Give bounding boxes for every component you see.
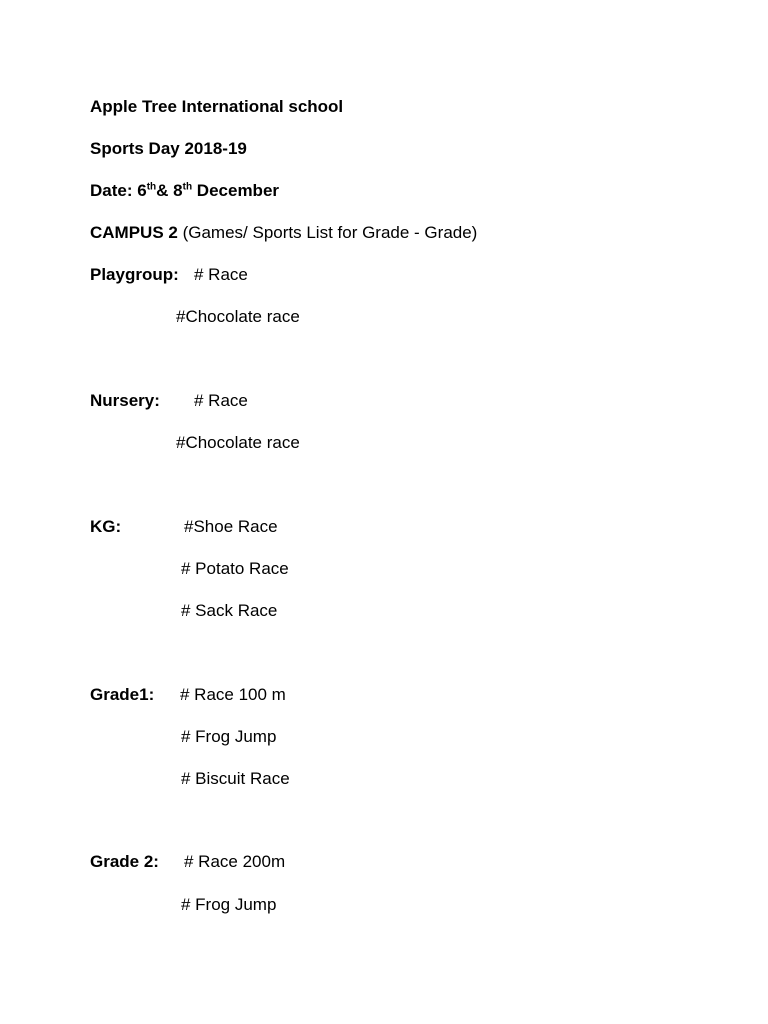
campus-line bbox=[90, 222, 477, 244]
list-item: # Race bbox=[194, 391, 248, 410]
campus-note: (Games/ Sports List for Grade - Grade) bbox=[177, 223, 478, 242]
date-separator: & bbox=[156, 181, 174, 200]
event-title: Sports Day 2018-19 bbox=[90, 139, 247, 158]
list-item: # Frog Jump bbox=[181, 727, 277, 746]
list-item: # Race bbox=[194, 265, 248, 284]
group-label-nursery: Nursery: bbox=[90, 391, 160, 410]
list-item: # Frog Jump bbox=[181, 895, 277, 914]
group-label-kg: KG: bbox=[90, 517, 122, 536]
event-date bbox=[90, 180, 279, 202]
group-label-playgroup: Playgroup: bbox=[90, 265, 179, 284]
group-label-grade2: Grade 2: bbox=[90, 852, 159, 871]
date-day2: 8 bbox=[173, 181, 183, 200]
list-item: # Potato Race bbox=[181, 559, 289, 578]
date-day1: 6 bbox=[137, 181, 147, 200]
list-item: #Chocolate race bbox=[176, 433, 300, 452]
list-item: # Race 200m bbox=[184, 852, 286, 871]
school-title: Apple Tree International school bbox=[90, 97, 344, 116]
list-item: # Sack Race bbox=[181, 601, 278, 620]
list-item: #Chocolate race bbox=[176, 307, 300, 326]
date-month: December bbox=[192, 181, 280, 200]
date-label: Date: bbox=[90, 181, 138, 200]
group-label-grade1: Grade1: bbox=[90, 685, 155, 704]
list-item: # Race 100 m bbox=[180, 685, 286, 704]
date-day1-suffix: th bbox=[146, 181, 157, 193]
list-item: #Shoe Race bbox=[184, 517, 278, 536]
campus-label: CAMPUS 2 bbox=[90, 223, 178, 242]
date-day2-suffix: th bbox=[182, 181, 193, 193]
list-item: # Biscuit Race bbox=[181, 769, 290, 788]
